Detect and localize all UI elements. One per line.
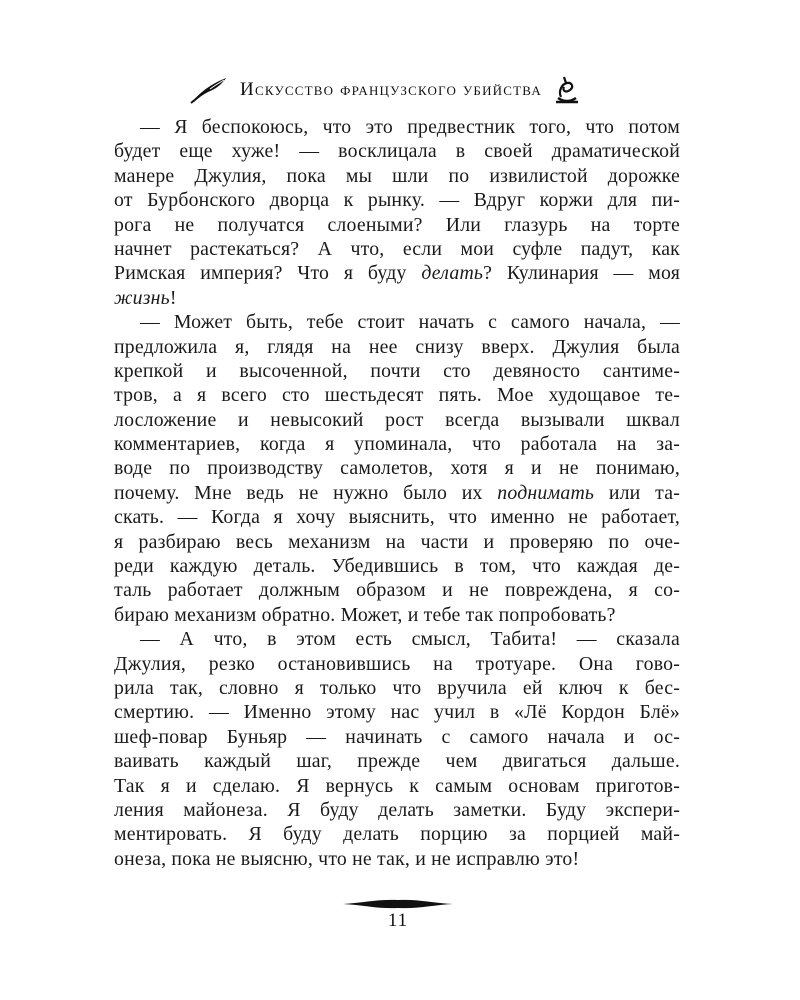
text-line: ваивать каждый шаг, прежде чем двигаться дальше.: [114, 750, 680, 773]
running-header-title: Искусство французского убийства: [240, 79, 542, 100]
text-line: воде по производству самолетов, хотя я и не понимаю,: [114, 457, 680, 480]
text-line: смертию. — Именно этому нас учил в «Лё Кордон Блё»: [114, 701, 680, 724]
text-segment: ? Кулинария — моя: [483, 262, 680, 285]
text-line: реди каждую деталь. Убедившись в том, что каждая де-: [114, 555, 680, 578]
body-text: [114, 115, 680, 871]
paragraph-2: [114, 310, 680, 627]
text-line: от Бурбонского дворца к рынку. — Вдруг коржи для пи-: [114, 189, 680, 212]
italic-word: делать: [421, 262, 484, 285]
text-line: тров, а я всего сто шестьдесят пять. Мое худощавое те-: [114, 384, 680, 407]
text-line: ментировать. Я буду делать порцию за порцией май-: [114, 823, 680, 846]
text-segment: !: [169, 286, 177, 309]
text-line: рога не получатся слоеными? Или глазурь на торте: [114, 213, 680, 236]
italic-word: жизнь: [114, 286, 170, 309]
text-line: [114, 481, 680, 505]
text-line: — Может быть, тебе стоит начать с самого начала, —: [140, 311, 680, 334]
italic-word: поднимать: [497, 481, 595, 504]
text-segment: почему. Мне ведь не нужно было их: [114, 481, 498, 504]
quill-pen-icon: [188, 75, 230, 105]
text-line: Так я и сделаю. Я вернусь к самым основам приготов-: [114, 774, 680, 797]
text-segment: Римская империя? Что я буду: [114, 262, 422, 285]
text-line: рила так, словно я только что вручила ей ключ к бес-: [114, 676, 680, 699]
ink-flourish-icon: [343, 897, 453, 911]
text-line: таль работает должным образом и не повреждена, я со-: [114, 579, 680, 602]
text-line: бираю механизм обратно. Может, и тебе так попробовать?: [114, 603, 616, 626]
text-line: — А что, в этом есть смысл, Табита! — сказала: [140, 628, 680, 651]
paragraph-3: [114, 627, 680, 871]
text-line: лосложение и невысокий рост всегда вызывали шквал: [114, 408, 680, 431]
text-line: начнет растекаться? А что, если мои суфле падут, как: [114, 237, 680, 260]
paragraph-1: [114, 115, 680, 310]
text-line: [114, 286, 680, 310]
text-line: крепкой и высоченной, почти сто девяносто сантиме-: [114, 359, 680, 382]
text-line: Джулия, резко остановившись на тротуаре. Она гово-: [114, 652, 680, 675]
text-line: я разбираю весь механизм на части и проверяю по оче-: [114, 530, 680, 553]
text-line: будет еще хуже! — восклицала в своей драматической: [114, 140, 680, 163]
text-line: ления майонеза. Я буду делать заметки. Буду экспери-: [114, 798, 680, 821]
text-segment: или та-: [594, 481, 680, 504]
running-header: [160, 70, 610, 110]
whisk-bowl-icon: [552, 75, 582, 105]
text-line: — Я беспокоюсь, что это предвестник того, что потом: [140, 116, 680, 138]
text-line: комментариев, когда я упоминала, что работала на за-: [114, 433, 680, 456]
text-line: предложила я, глядя на нее снизу вверх. Джулия была: [114, 335, 680, 358]
text-line: онеза, пока не выясню, что не так, и не исправлю это!: [114, 847, 580, 870]
text-line: манере Джулия, пока мы шли по извилистой дорожке: [114, 164, 680, 187]
page-number: 11: [387, 910, 409, 931]
text-line: [114, 261, 680, 285]
text-line: скать. — Когда я хочу выяснить, что именно не работает,: [114, 506, 680, 529]
text-line: шеф-повар Буньяр — начинать с самого начала и ос-: [114, 725, 680, 748]
